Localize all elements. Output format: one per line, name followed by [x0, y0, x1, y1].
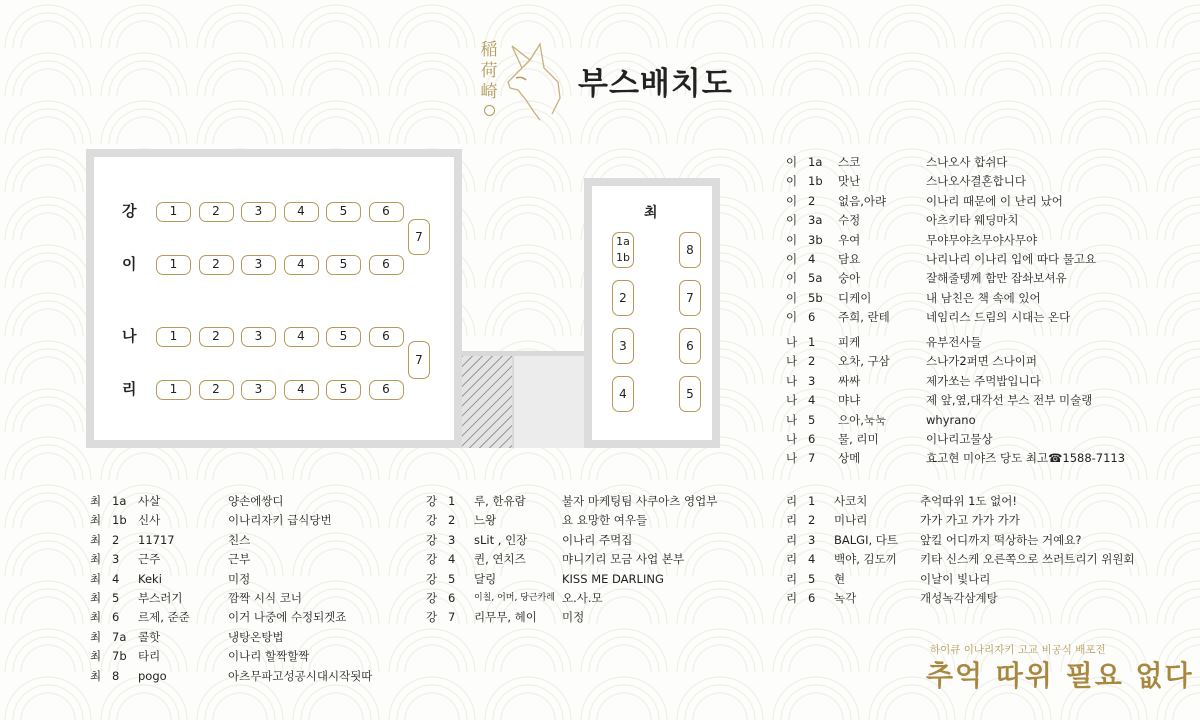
- list-booth-name: 미정: [562, 610, 585, 625]
- list-number: 3: [808, 373, 816, 388]
- list-booth-name: 제 앞,옆,대각선 부스 전부 미술랭: [926, 393, 1093, 408]
- list-artist: Keki: [138, 571, 162, 586]
- list-booth-name: 효고현 미야즈 당도 최고☎1588-7113: [926, 451, 1126, 466]
- list-booth-name: 제가쏘는 주먹밥입니다: [926, 373, 1041, 388]
- list-artist: 사살: [138, 494, 161, 508]
- logo-kanji: 稲 荷 崎: [478, 40, 500, 116]
- list-booth-name: 오.사.모: [562, 590, 603, 605]
- list-number: 2: [808, 193, 816, 208]
- list-booth-name: 이나리자키 급식당번: [228, 513, 332, 528]
- list-number: 4: [112, 571, 120, 586]
- list-booth-name: 이날이 빛나리: [920, 571, 991, 586]
- list-artist: BALGI, 다트: [834, 532, 898, 547]
- list-zone: 이: [786, 174, 798, 189]
- list-zone: 최: [90, 494, 102, 508]
- room-booth-right-2[interactable]: 6: [679, 328, 701, 364]
- list-zone: 이: [786, 290, 798, 305]
- list-artist: 맛난: [838, 174, 861, 189]
- list-zone: 리: [786, 494, 798, 508]
- list-number: 1a: [808, 155, 823, 169]
- list-zone: 최: [90, 513, 102, 528]
- list-number: 5: [112, 590, 120, 605]
- list-booth-name: 이거 나중에 수정되겟죠: [228, 610, 347, 625]
- list-artist: 디케이: [838, 290, 872, 305]
- list-artist: 느왕: [474, 513, 497, 528]
- list-zone: 나: [786, 373, 798, 388]
- booth-1-1[interactable]: 2: [199, 255, 234, 275]
- list-booth-name: 아츠키타 웨딩마치: [926, 213, 1019, 228]
- list-artist: 콜핫: [138, 629, 161, 644]
- booth-2-3[interactable]: 4: [284, 327, 319, 347]
- list-number: 2: [808, 354, 816, 369]
- list-artist: 타리: [138, 649, 161, 664]
- list-zone: 이: [786, 251, 798, 266]
- room-booth-right-0[interactable]: 8: [679, 232, 701, 268]
- room-label: 최: [644, 205, 658, 221]
- list-number: 7: [448, 610, 456, 625]
- list-booth-name: 네임리스 드림의 시대는 온다: [926, 310, 1071, 325]
- list-number: 2: [448, 513, 456, 528]
- booth-0-3[interactable]: 4: [284, 202, 319, 222]
- list-zone: 최: [90, 610, 102, 625]
- list-zone: 최: [90, 590, 102, 605]
- booth-0-1[interactable]: 2: [199, 202, 234, 222]
- booth-3-0[interactable]: 1: [156, 380, 191, 400]
- list-artist: 루, 한유람: [474, 494, 526, 508]
- booth-1-0[interactable]: 1: [156, 255, 191, 275]
- list-zone: 나: [786, 354, 798, 369]
- list-artist: 담요: [838, 251, 861, 266]
- list-number: 1: [808, 335, 816, 349]
- booth-0-0[interactable]: 1: [156, 202, 191, 222]
- list-artist: 르제, 준준: [138, 610, 190, 625]
- list-booth-name: KISS ME DARLING: [562, 571, 664, 586]
- page-title: 부스배치도: [578, 66, 733, 102]
- list-zone: 이: [786, 310, 798, 325]
- list-number: 7a: [112, 629, 127, 644]
- booth-2-1[interactable]: 2: [199, 327, 234, 347]
- list-number: 5a: [808, 271, 823, 286]
- list-booth-name: 나리나리 이나리 입에 따다 물고요: [926, 251, 1097, 266]
- list-artist: 스코: [838, 155, 861, 169]
- booth-1-3[interactable]: 4: [284, 255, 319, 275]
- list-booth-name: 개성녹각삼계탕: [920, 590, 998, 605]
- list-booth-name: 불자 마케팅팀 사쿠아츠 영업부: [562, 494, 718, 508]
- room-booth-right-3[interactable]: 5: [679, 376, 701, 412]
- list-number: 7b: [112, 649, 127, 664]
- list-booth-name: 냉탕온탕법: [228, 629, 284, 644]
- list-artist: 피케: [838, 335, 861, 349]
- list-artist: pogo: [138, 668, 167, 683]
- list-artist: 없음,아랴: [838, 193, 887, 208]
- list-number: 3: [448, 532, 456, 547]
- list-number: 4: [808, 251, 816, 266]
- list-zone: 최: [90, 649, 102, 664]
- list-zone: 강: [426, 532, 438, 547]
- list-zone: 강: [426, 494, 438, 508]
- list-number: 4: [448, 552, 456, 567]
- list-zone: 나: [786, 431, 798, 446]
- list-zone: 이: [786, 213, 798, 228]
- booth-3-4[interactable]: 5: [326, 380, 361, 400]
- list-zone: 나: [786, 335, 798, 349]
- list-booth-name: 이나리 주먹집: [562, 532, 633, 547]
- list-number: 5: [808, 412, 816, 427]
- list-booth-name: whyrano: [926, 412, 976, 427]
- list-zone: 최: [90, 552, 102, 567]
- booth-gang-i-7[interactable]: 7: [408, 219, 430, 255]
- list-booth-name: 먀니기리 모금 사업 본부: [562, 552, 685, 567]
- logo: [478, 38, 568, 124]
- list-booth-name: 이나리 할짝할짝: [228, 649, 310, 664]
- list-artist: 미나리: [834, 513, 868, 528]
- list-booth-name: 가가 가고 가가 가가: [920, 513, 1020, 528]
- list-number: 3: [112, 552, 120, 567]
- list-number: 5b: [808, 290, 823, 305]
- booth-1-5[interactable]: 6: [369, 255, 404, 275]
- list-artist: 수정: [838, 213, 861, 228]
- list-artist: 이칠, 어머, 당근카레: [474, 592, 555, 603]
- list-number: 5: [448, 571, 456, 586]
- list-number: 1: [808, 494, 816, 508]
- list-artist: 사코치: [834, 494, 868, 508]
- booth-0-5[interactable]: 6: [369, 202, 404, 222]
- list-artist: 근주: [138, 552, 161, 567]
- list-zone: 리: [786, 532, 798, 547]
- hall-row-label: 나: [122, 327, 137, 345]
- list-artist: 녹각: [834, 590, 857, 605]
- list-zone: 강: [426, 552, 438, 567]
- room-booth-left-1[interactable]: [612, 280, 634, 316]
- footer-subtitle: 하이큐 이나리자키 고교 비공식 배포전: [930, 644, 1106, 656]
- list-zone: 나: [786, 451, 798, 466]
- list-artist: sLit , 인장: [474, 532, 528, 547]
- list-booth-name: 추억따위 1도 없어!: [920, 494, 1017, 508]
- booth-3-3[interactable]: 4: [284, 380, 319, 400]
- list-artist: 주희, 란테: [838, 310, 890, 325]
- side-room: [584, 178, 720, 448]
- list-booth-name: 스나오사 합쉬다: [926, 155, 1008, 169]
- list-booth-name: 이나리 때문에 이 난리 났어: [926, 193, 1063, 208]
- list-artist: 먀냐: [838, 393, 861, 408]
- booth-2-5[interactable]: 6: [369, 327, 404, 347]
- list-booth-name: 무야무야츠무야사무야: [926, 232, 1038, 247]
- list-zone: 이: [786, 271, 798, 286]
- list-zone: 최: [90, 571, 102, 586]
- list-number: 2: [808, 513, 816, 528]
- list-artist: 현: [834, 571, 846, 586]
- list-artist: 상메: [838, 451, 861, 466]
- corridor: [514, 356, 584, 448]
- room-booth-number: 1b: [616, 251, 630, 264]
- booth-1-4[interactable]: 5: [326, 255, 361, 275]
- room-booth-left-0[interactable]: [612, 232, 634, 268]
- room-booth-number: 1a: [616, 235, 630, 248]
- side-room-floor: [592, 186, 712, 440]
- list-artist: 부스러기: [138, 590, 183, 605]
- fox-head-icon: [500, 38, 570, 124]
- list-zone: 리: [786, 590, 798, 605]
- list-booth-name: 깜짝 시식 코너: [228, 590, 302, 605]
- list-number: 3b: [808, 232, 823, 247]
- list-number: 4: [808, 552, 816, 567]
- room-booth-number: 2: [619, 291, 627, 305]
- list-zone: 나: [786, 393, 798, 408]
- booth-3-2[interactable]: 3: [241, 380, 276, 400]
- list-number: 6: [112, 610, 120, 625]
- list-artist: 오차, 구삼: [838, 354, 890, 369]
- booth-0-2[interactable]: 3: [241, 202, 276, 222]
- list-number: 5: [808, 571, 816, 586]
- list-number: 1b: [808, 174, 823, 189]
- list-number: 1: [448, 494, 456, 508]
- list-number: 1a: [112, 494, 127, 508]
- list-artist: 우여: [838, 232, 861, 247]
- list-number: 7: [808, 451, 816, 466]
- list-artist: 싸싸: [838, 373, 861, 388]
- booth-1-2[interactable]: 3: [241, 255, 276, 275]
- list-number: 6: [808, 431, 816, 446]
- booth-2-2[interactable]: 3: [241, 327, 276, 347]
- list-booth-name: 친스: [228, 532, 251, 547]
- list-artist: 으아,눅눅: [838, 412, 887, 427]
- list-booth-name: 근부: [228, 552, 251, 567]
- list-booth-name: 스나오사결혼합니다: [926, 174, 1026, 189]
- seal-dot: [484, 105, 495, 116]
- room-booth-number: 4: [619, 387, 627, 401]
- list-zone: 이: [786, 232, 798, 247]
- list-booth-name: 아츠무파고성공시대시작됫따: [228, 668, 373, 683]
- list-artist: 리무무, 헤이: [474, 610, 537, 625]
- list-artist: 물, 리미: [838, 431, 879, 446]
- list-artist: 퀸, 연치즈: [474, 552, 526, 567]
- list-artist: 숭아: [838, 271, 861, 286]
- room-booth-number: 3: [619, 339, 627, 353]
- list-zone: 리: [786, 552, 798, 567]
- list-zone: 최: [90, 668, 102, 683]
- room-booth-right-1[interactable]: 7: [679, 280, 701, 316]
- booth-3-5[interactable]: 6: [369, 380, 404, 400]
- list-number: 8: [112, 668, 120, 683]
- list-artist: 신사: [138, 513, 161, 528]
- main-hall-floor: [94, 157, 454, 440]
- list-booth-name: 앞킬 어디까지 떡상하는 거예요?: [920, 532, 1082, 547]
- list-zone: 최: [90, 532, 102, 547]
- list-zone: 최: [90, 629, 102, 644]
- booth-3-1[interactable]: 2: [199, 380, 234, 400]
- hall-row-label: 강: [122, 202, 137, 220]
- main-hall: [86, 149, 462, 448]
- list-artist: 달링: [474, 571, 497, 586]
- list-artist: 백야, 김도끼: [834, 552, 897, 567]
- stair-area: [462, 351, 584, 448]
- list-zone: 이: [786, 155, 798, 169]
- room-booth-left-2[interactable]: [612, 328, 634, 364]
- list-zone: 강: [426, 571, 438, 586]
- list-artist: 11717: [138, 532, 175, 547]
- booth-2-0[interactable]: 1: [156, 327, 191, 347]
- list-booth-name: 내 남친은 책 속에 있어: [926, 290, 1041, 305]
- list-booth-name: 이나리고물상: [926, 431, 993, 446]
- list-zone: 강: [426, 590, 438, 605]
- booth-na-ri-7[interactable]: 7: [408, 341, 430, 379]
- list-booth-name: 잘해줄텡께 함만 잡솨보셔유: [926, 271, 1067, 286]
- hall-row-label: 이: [122, 255, 137, 273]
- list-zone: 나: [786, 412, 798, 427]
- booth-0-4[interactable]: 5: [326, 202, 361, 222]
- list-booth-name: 스나가2퍼면 스나이퍼: [926, 354, 1037, 369]
- booth-2-4[interactable]: 5: [326, 327, 361, 347]
- list-booth-name: 키타 신스케 오른쪽으로 쓰러트리기 위원회: [920, 552, 1135, 567]
- list-number: 4: [808, 393, 816, 408]
- hall-row-label: 리: [122, 380, 137, 398]
- room-booth-left-3[interactable]: [612, 376, 634, 412]
- list-zone: 강: [426, 513, 438, 528]
- list-number: 1b: [112, 513, 127, 528]
- list-zone: 이: [786, 193, 798, 208]
- list-number: 2: [112, 532, 120, 547]
- list-number: 6: [808, 310, 816, 325]
- list-number: 3a: [808, 213, 823, 228]
- list-number: 3: [808, 532, 816, 547]
- list-booth-name: 유부전사들: [926, 335, 982, 349]
- footer-slogan: 추억 따위 필요 없다: [926, 659, 1194, 692]
- list-booth-name: 미정: [228, 571, 251, 586]
- hatched-area: [462, 356, 512, 448]
- list-number: 6: [808, 590, 816, 605]
- list-zone: 강: [426, 610, 438, 625]
- list-zone: 리: [786, 571, 798, 586]
- list-booth-name: 요 요망한 여우들: [562, 513, 648, 528]
- list-booth-name: 양손에쌍디: [228, 494, 284, 508]
- list-number: 6: [448, 590, 456, 605]
- list-zone: 리: [786, 513, 798, 528]
